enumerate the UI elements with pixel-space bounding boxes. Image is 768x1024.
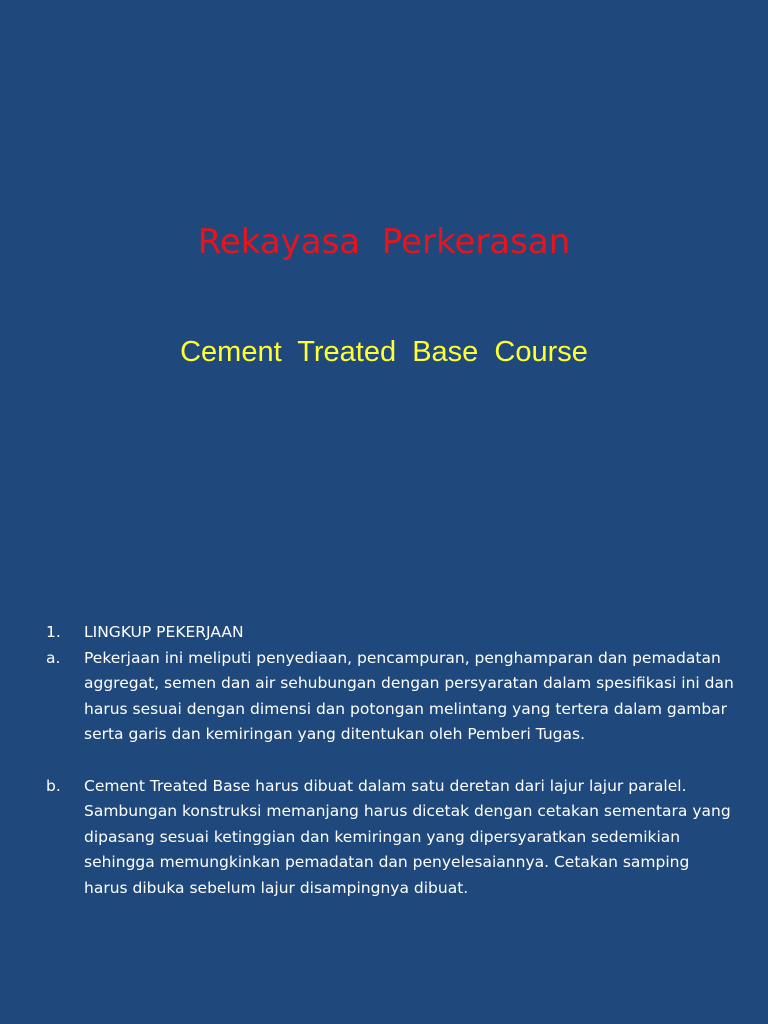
list-item-scope xyxy=(46,620,736,646)
slide-subtitle: Cement Treated Base Course xyxy=(180,336,588,368)
list-marker: 1. xyxy=(46,623,61,641)
slide-content xyxy=(46,620,736,902)
list-item-a xyxy=(46,646,736,748)
list-text: LINGKUP PEKERJAAN xyxy=(84,623,244,641)
list-marker: a. xyxy=(46,648,61,667)
slide-title: Rekayasa Perkerasan xyxy=(197,222,571,262)
list-text: Cement Treated Base harus dibuat dalam satu deretan dari lajur lajur paralel. Sambungan konstruksi memanjang harus dicetak dengan cetakan sementara yang dipasang sesuai ketinggian dan kemiringan yang dipersyaratkan sedemikian sehingga memungkinkan pemadatan dan penyelesaiannya. Cetakan samping harus dibuka sebelum lajur disampingnya dibuat. xyxy=(84,776,731,897)
list-item-b xyxy=(46,774,736,902)
list-text: Pekerjaan ini meliputi penyediaan, pencampuran, penghamparan dan pemadatan aggregat, semen dan air sehubungan dengan persyaratan dalam spesifikasi ini dan harus sesuai dengan dimensi dan potongan melintang yang tertera dalam gambar serta garis dan kemiringan yang ditentukan oleh Pemberi Tugas. xyxy=(84,648,734,744)
list-marker: b. xyxy=(46,776,61,795)
paragraph-spacer xyxy=(46,748,736,774)
